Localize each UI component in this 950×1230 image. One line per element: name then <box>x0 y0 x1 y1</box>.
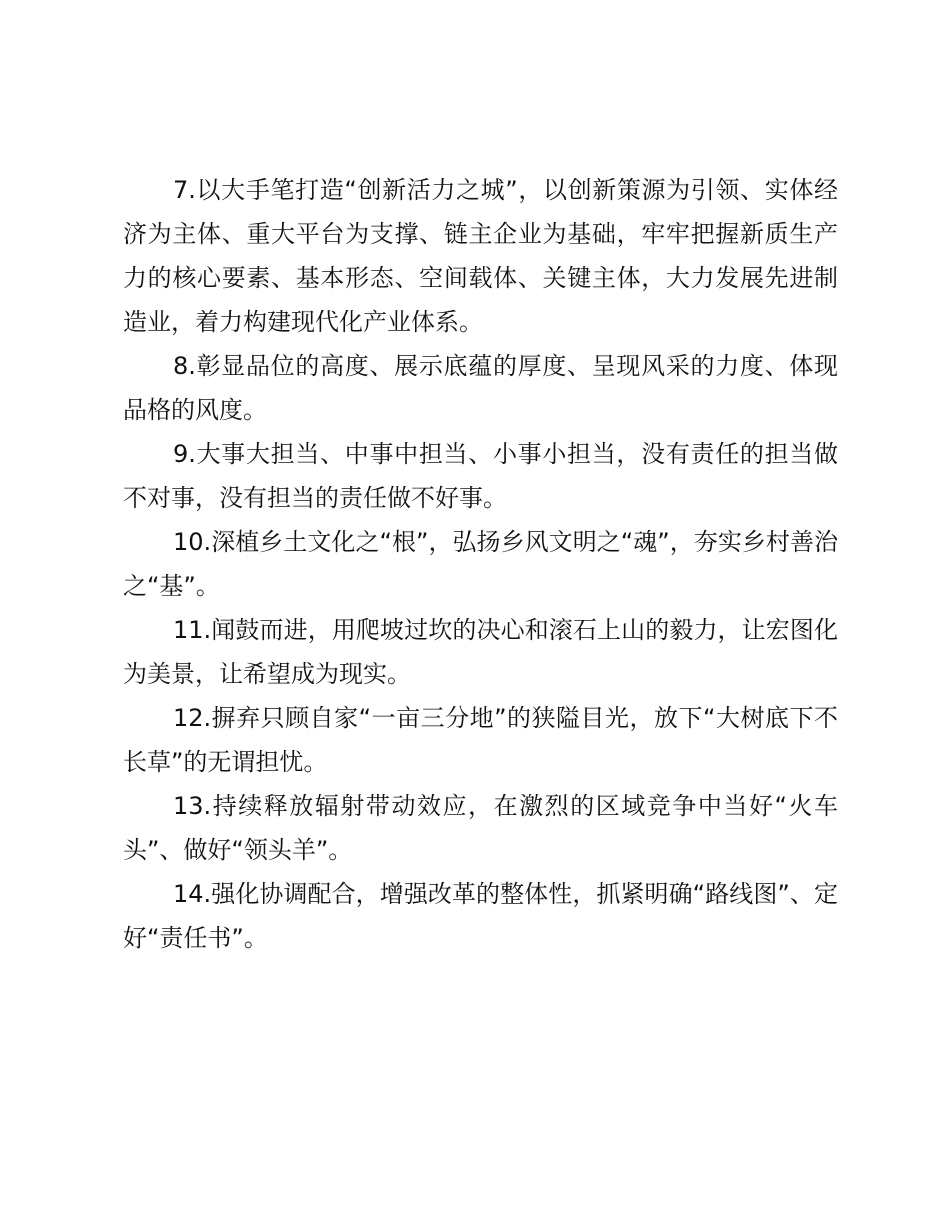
paragraph-8: 8.彰显品位的高度、展示底蕴的厚度、呈现风采的力度、体现品格的风度。 <box>123 352 838 424</box>
paragraph-11: 11.闻鼓而进，用爬坡过坎的决心和滚石上山的毅力，让宏图化为美景，让希望成为现实。 <box>123 616 838 688</box>
paragraph-12: 12.摒弃只顾自家“一亩三分地”的狭隘目光，放下“大树底下不长草”的无谓担忧。 <box>123 704 838 776</box>
paragraph-7: 7.以大手笔打造“创新活力之城”，以创新策源为引领、实体经济为主体、重大平台为支撑、链主企业为基础，牢牢把握新质生产力的核心要素、基本形态、空间载体、关键主体，大力发展先进制造业，着力构建现代化产业体系。 <box>123 176 838 336</box>
document-body <box>123 168 838 960</box>
paragraph-9: 9.大事大担当、中事中担当、小事小担当，没有责任的担当做不对事，没有担当的责任做不好事。 <box>123 440 838 512</box>
paragraph-14: 14.强化协调配合，增强改革的整体性，抓紧明确“路线图”、定好“责任书”。 <box>123 880 838 952</box>
paragraph-10: 10.深植乡土文化之“根”，弘扬乡风文明之“魂”，夯实乡村善治之“基”。 <box>123 528 838 600</box>
paragraph-13: 13.持续释放辐射带动效应，在激烈的区域竞争中当好“火车头”、做好“领头羊”。 <box>123 792 838 864</box>
